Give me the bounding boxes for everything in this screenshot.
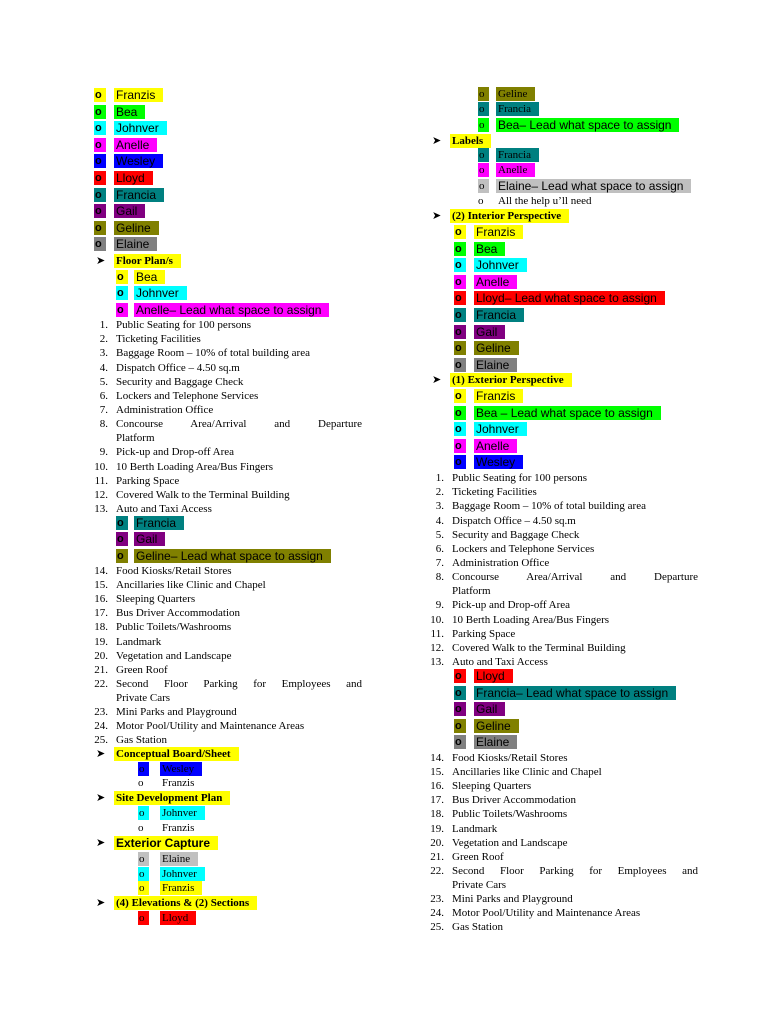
item-text: Sleeping Quarters: [116, 593, 196, 606]
member-name: Franzis: [162, 822, 195, 834]
bullet-o-icon: o: [454, 669, 466, 683]
bullet-o-icon: o: [94, 138, 106, 152]
item-text: Landmark: [452, 822, 498, 835]
arrow-bullet-icon: ➤: [96, 748, 106, 760]
member-name: Franzis: [114, 88, 163, 102]
item-text: Motor Pool/Utility and Maintenance Areas: [452, 906, 641, 919]
member-name: Lloyd: [160, 911, 196, 925]
item-text: Green Roof: [116, 663, 168, 676]
item-text: Security and Baggage Check: [452, 528, 580, 541]
member-item: [384, 735, 768, 751]
item-text-continuation: Private Cars: [116, 691, 171, 704]
member-item: [384, 325, 768, 341]
member-item: [0, 171, 384, 187]
item-text: Ticketing Facilities: [452, 486, 537, 499]
bullet-o-icon: o: [454, 406, 466, 420]
item-number: 19.: [94, 635, 108, 648]
member-item: [0, 881, 384, 897]
item-text: Auto and Taxi Access: [116, 503, 212, 516]
member-item: [0, 121, 384, 137]
item-text: 10 Berth Loading Area/Bus Fingers: [116, 460, 274, 473]
member-item: [384, 118, 768, 134]
member-name: Wesley: [474, 455, 523, 469]
bullet-o-icon: o: [94, 171, 106, 185]
item-number: 21.: [430, 850, 444, 863]
item-number: 19.: [430, 822, 444, 835]
member-name: Francia: [496, 102, 539, 116]
member-item: [0, 270, 384, 286]
item-number: 10.: [94, 460, 108, 473]
member-name: Gail: [474, 325, 505, 339]
member-name: Anelle: [474, 439, 517, 453]
member-name: Francia: [114, 188, 164, 202]
bullet-o-icon: o: [94, 221, 106, 235]
member-item: [0, 303, 384, 319]
member-item: [0, 532, 384, 548]
item-text: Ancillaries like Clinic and Chapel: [452, 766, 602, 779]
bullet-o-icon: o: [454, 455, 466, 469]
item-text: Concourse Area/Arrival and Departure: [116, 418, 362, 431]
item-number: 16.: [94, 593, 108, 606]
section-heading-label: Site Development Plan: [114, 791, 230, 805]
member-name: Franzis: [160, 881, 202, 895]
section-heading-label: Labels: [450, 134, 491, 148]
item-text: Pick-up and Drop-off Area: [116, 446, 235, 459]
member-item: [384, 406, 768, 422]
member-item: [0, 286, 384, 302]
section-heading: [384, 373, 768, 389]
bullet-o-icon: o: [94, 154, 106, 168]
item-number: 3.: [435, 500, 444, 513]
member-item: [384, 341, 768, 357]
item-text: Concourse Area/Arrival and Departure: [452, 571, 698, 584]
item-text: Parking Space: [452, 627, 516, 640]
member-name: Bea: [134, 270, 165, 284]
item-text: Second Floor Parking for Employees and: [116, 677, 362, 690]
item-number: 5.: [435, 528, 444, 541]
bullet-o-icon: o: [454, 242, 466, 256]
bullet-o-icon: o: [138, 762, 149, 776]
item-text: Vegetation and Landscape: [452, 836, 568, 849]
section-heading-label: (1) Exterior Perspective: [450, 373, 572, 387]
bullet-o-icon: o: [138, 822, 144, 834]
member-name: Bea: [114, 105, 145, 119]
member-item: [0, 188, 384, 204]
bullet-o-icon: o: [454, 358, 466, 372]
item-number: 5.: [99, 375, 108, 388]
member-item: [384, 258, 768, 274]
item-number: 15.: [430, 766, 444, 779]
bullet-o-icon: o: [116, 286, 128, 300]
item-number: 4.: [435, 514, 444, 527]
item-number: 17.: [94, 607, 108, 620]
item-number: 8.: [435, 571, 444, 584]
item-number: 25.: [94, 734, 108, 746]
member-item: [384, 225, 768, 241]
member-name: Anelle: [474, 275, 517, 289]
member-item: [384, 194, 768, 210]
member-item: [384, 87, 768, 103]
item-number: 1.: [435, 472, 444, 484]
item-number: 14.: [430, 752, 444, 764]
item-text: Security and Baggage Check: [116, 375, 244, 388]
member-name: Johnver: [160, 806, 205, 820]
member-item: [0, 911, 384, 927]
member-name: Francia: [134, 516, 184, 530]
member-name: Elaine: [160, 852, 198, 866]
bullet-o-icon: o: [138, 867, 149, 881]
arrow-bullet-icon: ➤: [96, 255, 106, 267]
bullet-o-icon: o: [454, 275, 466, 289]
member-name: Wesley: [114, 154, 163, 168]
member-item: [384, 669, 768, 685]
item-text: Vegetation and Landscape: [116, 649, 232, 662]
item-number: 14.: [94, 565, 108, 577]
member-item: [0, 138, 384, 154]
member-item: [0, 88, 384, 104]
bullet-o-icon: o: [454, 719, 466, 733]
member-name: Anelle– Lead what space to assign: [134, 303, 329, 317]
bullet-o-icon: o: [454, 258, 466, 272]
item-number: 11.: [430, 627, 444, 640]
bullet-o-icon: o: [478, 102, 489, 116]
member-name: Lloyd: [114, 171, 153, 185]
item-number: 18.: [430, 808, 444, 821]
item-number: 23.: [430, 892, 444, 905]
bullet-o-icon: o: [454, 325, 466, 339]
member-item: [0, 204, 384, 220]
member-item: [0, 776, 384, 792]
member-item: [0, 154, 384, 170]
item-number: 22.: [94, 677, 108, 690]
bullet-o-icon: o: [138, 777, 144, 789]
item-text: Mini Parks and Playground: [452, 892, 573, 905]
arrow-bullet-icon: ➤: [96, 792, 106, 804]
member-name: Johnver: [114, 121, 167, 135]
member-item: [384, 389, 768, 405]
bullet-o-icon: o: [116, 303, 128, 317]
bullet-o-icon: o: [478, 163, 489, 177]
section-heading-label: (4) Elevations & (2) Sections: [114, 896, 257, 910]
bullet-o-icon: o: [138, 911, 149, 925]
member-item: [384, 163, 768, 179]
bullet-o-icon: o: [478, 148, 489, 162]
item-number: 22.: [430, 864, 444, 877]
item-number: 2.: [99, 333, 108, 346]
member-item: [384, 439, 768, 455]
item-text-continuation: Platform: [116, 432, 155, 445]
item-number: 4.: [99, 361, 108, 374]
item-text: Public Toilets/Washrooms: [452, 808, 568, 821]
item-text-continuation: Private Cars: [452, 878, 507, 891]
member-name: Elaine: [474, 735, 517, 749]
bullet-o-icon: o: [454, 686, 466, 700]
item-number: 24.: [94, 719, 108, 732]
member-name: Gail: [114, 204, 145, 218]
item-number: 23.: [94, 705, 108, 718]
member-name: Franzis: [474, 225, 523, 239]
section-heading: [0, 836, 384, 852]
bullet-o-icon: o: [116, 270, 128, 284]
member-item: [0, 221, 384, 237]
member-item: [384, 148, 768, 164]
member-item: [384, 422, 768, 438]
member-item: [384, 242, 768, 258]
member-item: [384, 308, 768, 324]
arrow-bullet-icon: ➤: [96, 897, 106, 909]
member-name: Geline: [114, 221, 159, 235]
item-text: Ancillaries like Clinic and Chapel: [116, 579, 266, 592]
item-text: Mini Parks and Playground: [116, 705, 237, 718]
section-heading-label: Floor Plan/s: [114, 254, 181, 268]
bullet-o-icon: o: [454, 225, 466, 239]
item-number: 3.: [99, 347, 108, 360]
member-item: [0, 852, 384, 868]
member-name: Francia– Lead what space to assign: [474, 686, 676, 700]
member-name: Bea – Lead what space to assign: [474, 406, 661, 420]
bullet-o-icon: o: [454, 341, 466, 355]
item-text: Lockers and Telephone Services: [452, 543, 595, 555]
item-number: 15.: [94, 579, 108, 592]
bullet-o-icon: o: [454, 422, 466, 436]
bullet-o-icon: o: [116, 549, 128, 563]
member-name: Elaine– Lead what space to assign: [496, 179, 691, 193]
member-item: [384, 702, 768, 718]
item-number: 6.: [435, 543, 444, 555]
bullet-o-icon: o: [454, 308, 466, 322]
member-name: Franzis: [162, 777, 195, 789]
member-item: [384, 719, 768, 735]
member-item: [384, 455, 768, 471]
item-number: 20.: [430, 836, 444, 849]
item-text: Green Roof: [452, 850, 504, 863]
item-text: Dispatch Office – 4.50 sq.m: [116, 361, 240, 374]
item-text: Administration Office: [452, 557, 550, 570]
member-name: Geline: [474, 719, 519, 733]
member-name: Wesley: [160, 762, 202, 776]
bullet-o-icon: o: [138, 881, 149, 895]
item-text: 10 Berth Loading Area/Bus Fingers: [452, 613, 610, 626]
member-name: Lloyd: [474, 669, 513, 683]
bullet-o-icon: o: [94, 105, 106, 119]
member-item: [384, 686, 768, 702]
member-item: [384, 358, 768, 374]
item-number: 17.: [430, 794, 444, 807]
member-name: Johnver: [474, 258, 527, 272]
member-name: Geline: [474, 341, 519, 355]
item-text: Second Floor Parking for Employees and: [452, 864, 698, 877]
arrow-bullet-icon: ➤: [432, 374, 442, 386]
item-number: 12.: [94, 489, 108, 501]
item-number: 10.: [430, 613, 444, 626]
item-text: Motor Pool/Utility and Maintenance Areas: [116, 719, 305, 732]
bullet-o-icon: o: [116, 532, 128, 546]
member-name: Francia: [474, 308, 524, 322]
section-heading: [384, 209, 768, 225]
member-item: [0, 516, 384, 532]
item-number: 7.: [435, 557, 444, 570]
item-text: Auto and Taxi Access: [452, 656, 548, 669]
bullet-o-icon: o: [478, 87, 489, 101]
member-item: [384, 179, 768, 195]
member-name: Johnver: [134, 286, 187, 300]
item-number: 8.: [99, 418, 108, 431]
section-heading-label: Exterior Capture: [114, 836, 218, 850]
item-text: Food Kiosks/Retail Stores: [116, 565, 232, 577]
item-text: Sleeping Quarters: [452, 780, 532, 793]
item-text: Public Toilets/Washrooms: [116, 621, 232, 634]
member-name: Elaine: [114, 237, 157, 251]
member-item: [0, 237, 384, 253]
member-name: Geline: [496, 87, 535, 101]
item-number: 13.: [94, 503, 108, 516]
item-text: Ticketing Facilities: [116, 333, 201, 346]
bullet-o-icon: o: [478, 118, 489, 132]
item-number: 13.: [430, 656, 444, 669]
item-number: 11.: [94, 474, 108, 487]
member-name: Bea: [474, 242, 505, 256]
bullet-o-icon: o: [94, 204, 106, 218]
arrow-bullet-icon: ➤: [96, 837, 106, 849]
member-name: Gail: [134, 532, 165, 546]
bullet-o-icon: o: [94, 121, 106, 135]
member-name: Elaine: [474, 358, 517, 372]
member-name: Franzis: [474, 389, 523, 403]
bullet-o-icon: o: [454, 389, 466, 403]
member-item: [0, 549, 384, 565]
item-text: Gas Station: [116, 734, 168, 746]
item-number: 9.: [99, 446, 108, 459]
item-number: 9.: [435, 599, 444, 612]
item-text: Dispatch Office – 4.50 sq.m: [452, 514, 576, 527]
member-name: Gail: [474, 702, 505, 716]
member-name: Johnver: [474, 422, 527, 436]
bullet-o-icon: o: [116, 516, 128, 530]
section-heading: [0, 254, 384, 270]
item-text: Food Kiosks/Retail Stores: [452, 752, 568, 764]
member-item: [384, 275, 768, 291]
item-number: 12.: [430, 642, 444, 654]
bullet-o-icon: o: [138, 806, 149, 820]
item-text: Administration Office: [116, 404, 214, 417]
bullet-o-icon: o: [454, 702, 466, 716]
item-number: 2.: [435, 486, 444, 499]
bullet-o-icon: o: [454, 735, 466, 749]
item-number: 18.: [94, 621, 108, 634]
arrow-bullet-icon: ➤: [432, 210, 442, 222]
member-item: [0, 105, 384, 121]
item-text: Covered Walk to the Terminal Building: [116, 489, 290, 501]
item-text: Bus Driver Accommodation: [116, 607, 241, 620]
member-name: Bea– Lead what space to assign: [496, 118, 679, 132]
section-heading: [0, 896, 384, 912]
item-text: Pick-up and Drop-off Area: [452, 599, 571, 612]
item-text: Bus Driver Accommodation: [452, 794, 577, 807]
section-heading-label: Conceptual Board/Sheet: [114, 747, 239, 761]
bullet-o-icon: o: [94, 188, 106, 202]
section-heading: [0, 747, 384, 763]
item-text: Gas Station: [452, 921, 504, 933]
section-heading: [0, 791, 384, 807]
member-name: All the help u’ll need: [498, 195, 592, 207]
bullet-o-icon: o: [94, 88, 106, 102]
member-name: Lloyd– Lead what space to assign: [474, 291, 665, 305]
numbered-item: [384, 920, 768, 936]
item-text: Lockers and Telephone Services: [116, 390, 259, 402]
section-heading-label: (2) Interior Perspective: [450, 209, 569, 223]
bullet-o-icon: o: [454, 291, 466, 305]
member-item: [0, 821, 384, 837]
member-name: Anelle: [114, 138, 157, 152]
item-text: Landmark: [116, 635, 162, 648]
member-name: Johnver: [160, 867, 205, 881]
item-number: 16.: [430, 780, 444, 793]
member-name: Anelle: [496, 163, 535, 177]
bullet-o-icon: o: [478, 179, 489, 193]
item-number: 1.: [99, 319, 108, 331]
item-text: Baggage Room – 10% of total building area: [452, 500, 646, 513]
member-name: Geline– Lead what space to assign: [134, 549, 331, 563]
item-text: Public Seating for 100 persons: [116, 319, 252, 331]
item-text: Parking Space: [116, 474, 180, 487]
item-number: 25.: [430, 921, 444, 933]
item-text: Baggage Room – 10% of total building area: [116, 347, 310, 360]
item-text: Covered Walk to the Terminal Building: [452, 642, 626, 654]
bullet-o-icon: o: [454, 439, 466, 453]
bullet-o-icon: o: [94, 237, 106, 251]
item-number: 7.: [99, 404, 108, 417]
member-name: Francia: [496, 148, 539, 162]
item-text-continuation: Platform: [452, 585, 491, 598]
item-number: 20.: [94, 649, 108, 662]
item-text: Public Seating for 100 persons: [452, 472, 588, 484]
item-number: 21.: [94, 663, 108, 676]
member-item: [384, 102, 768, 118]
bullet-o-icon: o: [478, 195, 484, 207]
item-number: 24.: [430, 906, 444, 919]
member-item: [384, 291, 768, 307]
bullet-o-icon: o: [138, 852, 149, 866]
member-item: [0, 806, 384, 822]
item-number: 6.: [99, 390, 108, 402]
arrow-bullet-icon: ➤: [432, 135, 442, 147]
